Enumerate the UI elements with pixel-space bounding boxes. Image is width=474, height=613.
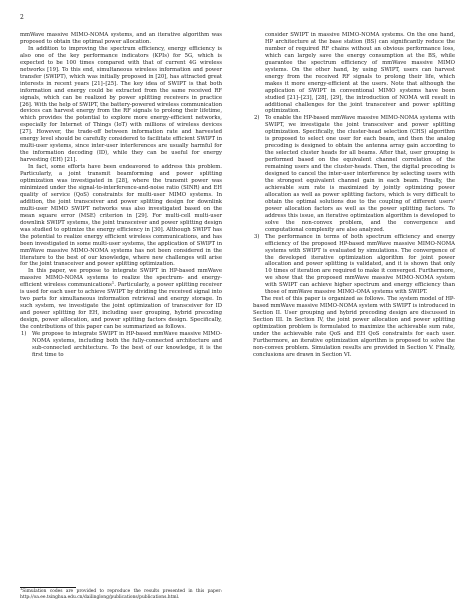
proposal-text-start: In this paper, we propose to integrate SWIPT in HP-based mmWave massive MIMO-NOMA systems to realize the spectrum- and energy-efficient wireless communications — [20, 268, 222, 289]
footnote-text: Simulation codes are provided to reproduce the results presented in this paper: http://oa.ee.tsinghua.edu.cn/dailinglong/publications/publications.html. — [20, 589, 222, 600]
page-number: 2 — [20, 14, 24, 21]
contribution-item-3 — [253, 234, 455, 297]
footnote — [20, 589, 222, 600]
contributions-list-continued — [253, 32, 455, 296]
paragraph-intro-continuation: mmWave massive MIMO-NOMA systems, and an iterative algorithm was proposed to obtain the optimal power allocation. — [20, 32, 222, 45]
contribution-item-1 — [20, 331, 222, 359]
contribution-number-3: 3) — [254, 233, 260, 240]
contribution-number-2: 2) — [254, 115, 260, 122]
paragraph-related-work: In fact, some efforts have been endeavored to address this problem. Particularly, a joint transmit beamforming and power splitting optimization was investigated in [28], where the transmit power was minimized under the signal-to-interference-and-noise ratio (SINR) and EH quality of service (QoS) constraints for multi-user MIMO systems. In addition, the joint transceiver and power splitting design for downlink multi-user MIMO SWIPT networks was also investigated based on the mean square error (MSE) criterion in [29]. For multi-cell multi-user downlink SWIPT systems, the joint transceiver and power splitting design was studied to optimize the energy efficiency in [30]. Although SWIPT has the potential to realize energy efficient wireless communications, and has been investigated in some multi-user systems, the application of SWIPT in mmWave massive MIMO-NOMA systems has not been considered in the literature to the best of our knowledge, where new challenges will arise for the joint transceiver and power splitting optimization. — [20, 164, 222, 268]
footnote-divider — [20, 587, 76, 588]
contribution-item-1-continued — [253, 32, 455, 115]
contribution-text-1: We propose to integrate SWIPT in HP-based mmWave massive MIMO-NOMA systems, including both the fully-connected architecture and sub-connected architecture. To the best of our knowledge, it is the first time to — [32, 330, 222, 358]
proposal-text-end: . Particularly, a power splitting receiver is used for each user to achieve SWIPT by dividing the received signal into two parts for simultaneous information retrieval and energy storage. In such system, we investigate the joint optimization of transceiver for ID and power splitting for EH, including user grouping, hybrid precoding design, power allocation, and power splitting factors design. Specifically, the contributions of this paper can be summarized as follows. — [20, 282, 222, 331]
contribution-number-1: 1) — [21, 330, 27, 337]
footnote-mark: 1 — [20, 587, 23, 591]
paragraph-paper-organization: The rest of this paper is organized as follows. The system model of HP-based mmWave massive MIMO-NOMA system with SWIPT is introduced in Section II. User grouping and hybrid precoding design are discussed in Section III. In Section IV, the joint power allocation and power splitting optimization problem is formulated to maximize the achievable sum rate, under the achievable rate QoS and EH QoS constraints for each user. Furthermore, an iterative optimization algorithm is proposed to solve the non-convex problem. Simulation results are provided in Section V. Finally, conclusions are drawn in Section VI. — [253, 296, 455, 358]
contribution-text-1-continued: consider SWIPT in massive MIMO-NOMA systems. On the one hand, HP architecture at the base station (BS) can significantly reduce the number of required RF chains without an obvious performance loss, which can largely save the energy consumption at the BS, while guarantee the spectrum efficiency of mmWave massive MIMO systems. On the other hand, by using SWIPT, users can harvest energy from the received RF signals to prolong their life, which makes it more energy-efficient at the users. Note that although the application of SWIPT in conventional MIMO systems have been studied [21]–[23], [28], [29], the introduction of NOMA will result in additional challenges for the joint transceiver and power splitting optimization. — [265, 32, 455, 115]
left-column — [20, 32, 222, 359]
paragraph-swipt-background: In addition to improving the spectrum efficiency, energy efficiency is also one of the key performance indicators (KPIs) for 5G, which is expected to be 100 times compared with that of current 4G wireless networks [19]. To this end, simultaneous wireless information and power transfer (SWIPT), which was initially proposed in [20], has attracted great interests in recent years [21]–[25]. The key idea of SWIPT is that both information and energy could be extracted from the same received RF signals, which can be realized by power splitting receivers in practice [26]. With the help of SWIPT, the battery-powered wireless communication devices can harvest energy from the RF signals to prolong their lifetime, which provides the potential to explore more energy-efficient networks, especially for Internet of Things (IoT) with millions of wireless devices [27]. However, the trade-off between information rate and harvested energy level should be carefully considered to facilitate efficient SWIPT in multi-user systems, since inter-user interferences are usually harmful for the information decoding (ID), while they can be useful for energy harvesting (EH) [21]. — [20, 45, 222, 164]
contributions-list-start — [20, 331, 222, 359]
contribution-item-2 — [253, 115, 455, 233]
right-column — [253, 32, 455, 359]
contribution-text-2: To enable the HP-based mmWave massive MIMO-NOMA systems with SWIPT, we investigate the joint transceiver and power splitting optimization. Specifically, the cluster-head selection (CHS) algorithm is proposed to select one user for each beam, and then the analog precoding is designed to obtain the antenna array gain according to the selected cluster heads for all beams. After that, user grouping is performed based on the equivalent channel correlation of the remaining users and the cluster-heads. Then, the digital precoding is designed to cancel the inter-user interference by selecting users with the strongest equivalent channel gain in each beam. Finally, the achievable sum rate is maximized by jointly optimizing power allocation as well as power splitting factors, which is very difficult to obtain the optimal solutions due to the coupling of different users' power allocation factors as well as the power splitting factors. To address this issue, an iterative optimization algorithm is developed to solve the non-convex problem, and the convergence and computational complexity are also analyzed. — [265, 115, 455, 233]
footnote-marker: 1 — [111, 281, 115, 286]
paragraph-proposal — [20, 268, 222, 331]
contribution-text-3: The performance in terms of both spectrum efficiency and energy efficiency of the proposed HP-based mmWave massive MIMO-NOMA systems with SWIPT is evaluated by simulations. The convergence of the developed iterative optimization algorithm for joint power allocation and power splitting is validated, and it is shown that only 10 times of iteration are required to make it converged. Furthermore, we show that the proposed mmWave massive MIMO-NOMA system with SWIPT can achieve higher spectrum and energy efficiency than those of mmWave massive MIMO-OMA systems with SWIPT. — [265, 233, 455, 296]
